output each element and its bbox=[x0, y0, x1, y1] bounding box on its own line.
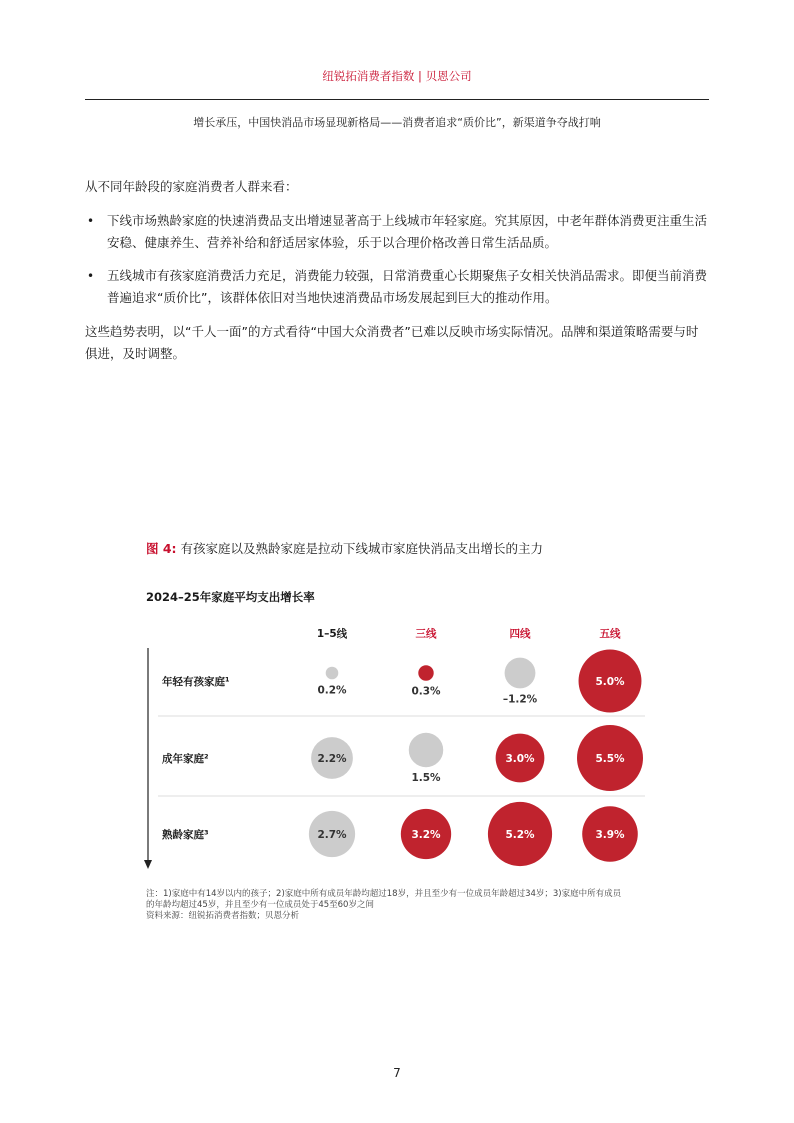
bubble bbox=[326, 667, 339, 680]
data-label: 0.3% bbox=[411, 685, 441, 698]
bullet-text: 下线市场熟龄家庭的快速消费品支出增速显著高于上线城市年轻家庭。究其原因，中老年群体消费更注重生活安稳、健康养生、营养补给和舒适居家体验，乐于以合理价格改善日常生活品质。 bbox=[107, 213, 708, 250]
data-label: 3.2% bbox=[411, 829, 441, 841]
page-number: 7 bbox=[393, 1066, 401, 1080]
data-label: 2.2% bbox=[317, 753, 347, 765]
bubble-chart bbox=[140, 615, 660, 875]
row-label: 熟龄家庭³ bbox=[162, 829, 209, 841]
axis-arrow-icon bbox=[144, 860, 152, 869]
bubble bbox=[418, 665, 433, 680]
bubble bbox=[409, 733, 443, 767]
bullet-item-1 bbox=[85, 210, 709, 254]
intro-paragraph: 从不同年龄段的家庭消费者人群来看： bbox=[85, 179, 298, 194]
bullet-item-2 bbox=[85, 265, 709, 309]
data-label: 3.9% bbox=[595, 829, 625, 841]
bullet-list bbox=[85, 210, 709, 320]
bullet-icon: • bbox=[87, 269, 95, 283]
bullet-icon: • bbox=[87, 214, 95, 228]
header-subtitle: 增长承压，中国快消品市场显现新格局——消费者追求“质价比”，新渠道争夺战打响 bbox=[193, 116, 601, 129]
data-label: 5.0% bbox=[595, 676, 625, 688]
footnotes bbox=[146, 889, 626, 922]
figure-title bbox=[146, 539, 543, 557]
row-label: 年轻有孩家庭¹ bbox=[162, 676, 230, 688]
bubble bbox=[505, 658, 536, 689]
header-divider bbox=[85, 99, 709, 100]
figure-number: 图 4: bbox=[146, 541, 177, 556]
column-header: 五线 bbox=[599, 628, 621, 640]
data-label: 1.5% bbox=[411, 772, 441, 785]
chart-subtitle: 2024–25年家庭平均支出增长率 bbox=[146, 590, 315, 604]
row-label: 成年家庭² bbox=[162, 753, 209, 765]
data-label: 2.7% bbox=[317, 829, 347, 841]
column-header: 1–5线 bbox=[316, 628, 348, 640]
column-header: 四线 bbox=[509, 628, 531, 640]
data-label: 5.5% bbox=[595, 753, 625, 765]
source-text: 资料来源：纽锐拓消费者指数；贝恩分析 bbox=[146, 911, 300, 921]
bullet-text: 五线城市有孩家庭消费活力充足，消费能力较强，日常消费重心长期聚焦子女相关快消品需求。即便当前消费普遍追求“质价比”，该群体依旧对当地快速消费品市场发展起到巨大的推动作用。 bbox=[107, 268, 708, 305]
footnote-text: 注：1)家庭中有14岁以内的孩子；2)家庭中所有成员年龄均超过18岁，并且至少有一位成员年龄超过34岁；3)家庭中所有成员的年龄均超过45岁，并且至少有一位成员处于45至60岁之间 bbox=[146, 889, 622, 910]
conclusion-paragraph: 这些趋势表明，以“千人一面”的方式看待“中国大众消费者”已难以反映市场实际情况。品牌和渠道策略需要与时俱进，及时调整。 bbox=[85, 324, 699, 361]
data-label: –1.2% bbox=[502, 693, 538, 706]
data-label: 3.0% bbox=[505, 753, 535, 765]
data-label: 5.2% bbox=[505, 829, 535, 841]
header-brand: 纽锐拓消费者指数 | 贝恩公司 bbox=[322, 69, 472, 83]
data-label: 0.2% bbox=[317, 684, 347, 697]
figure-title-text: 有孩家庭以及熟龄家庭是拉动下线城市家庭快消品支出增长的主力 bbox=[180, 541, 544, 556]
column-header: 三线 bbox=[415, 628, 437, 640]
